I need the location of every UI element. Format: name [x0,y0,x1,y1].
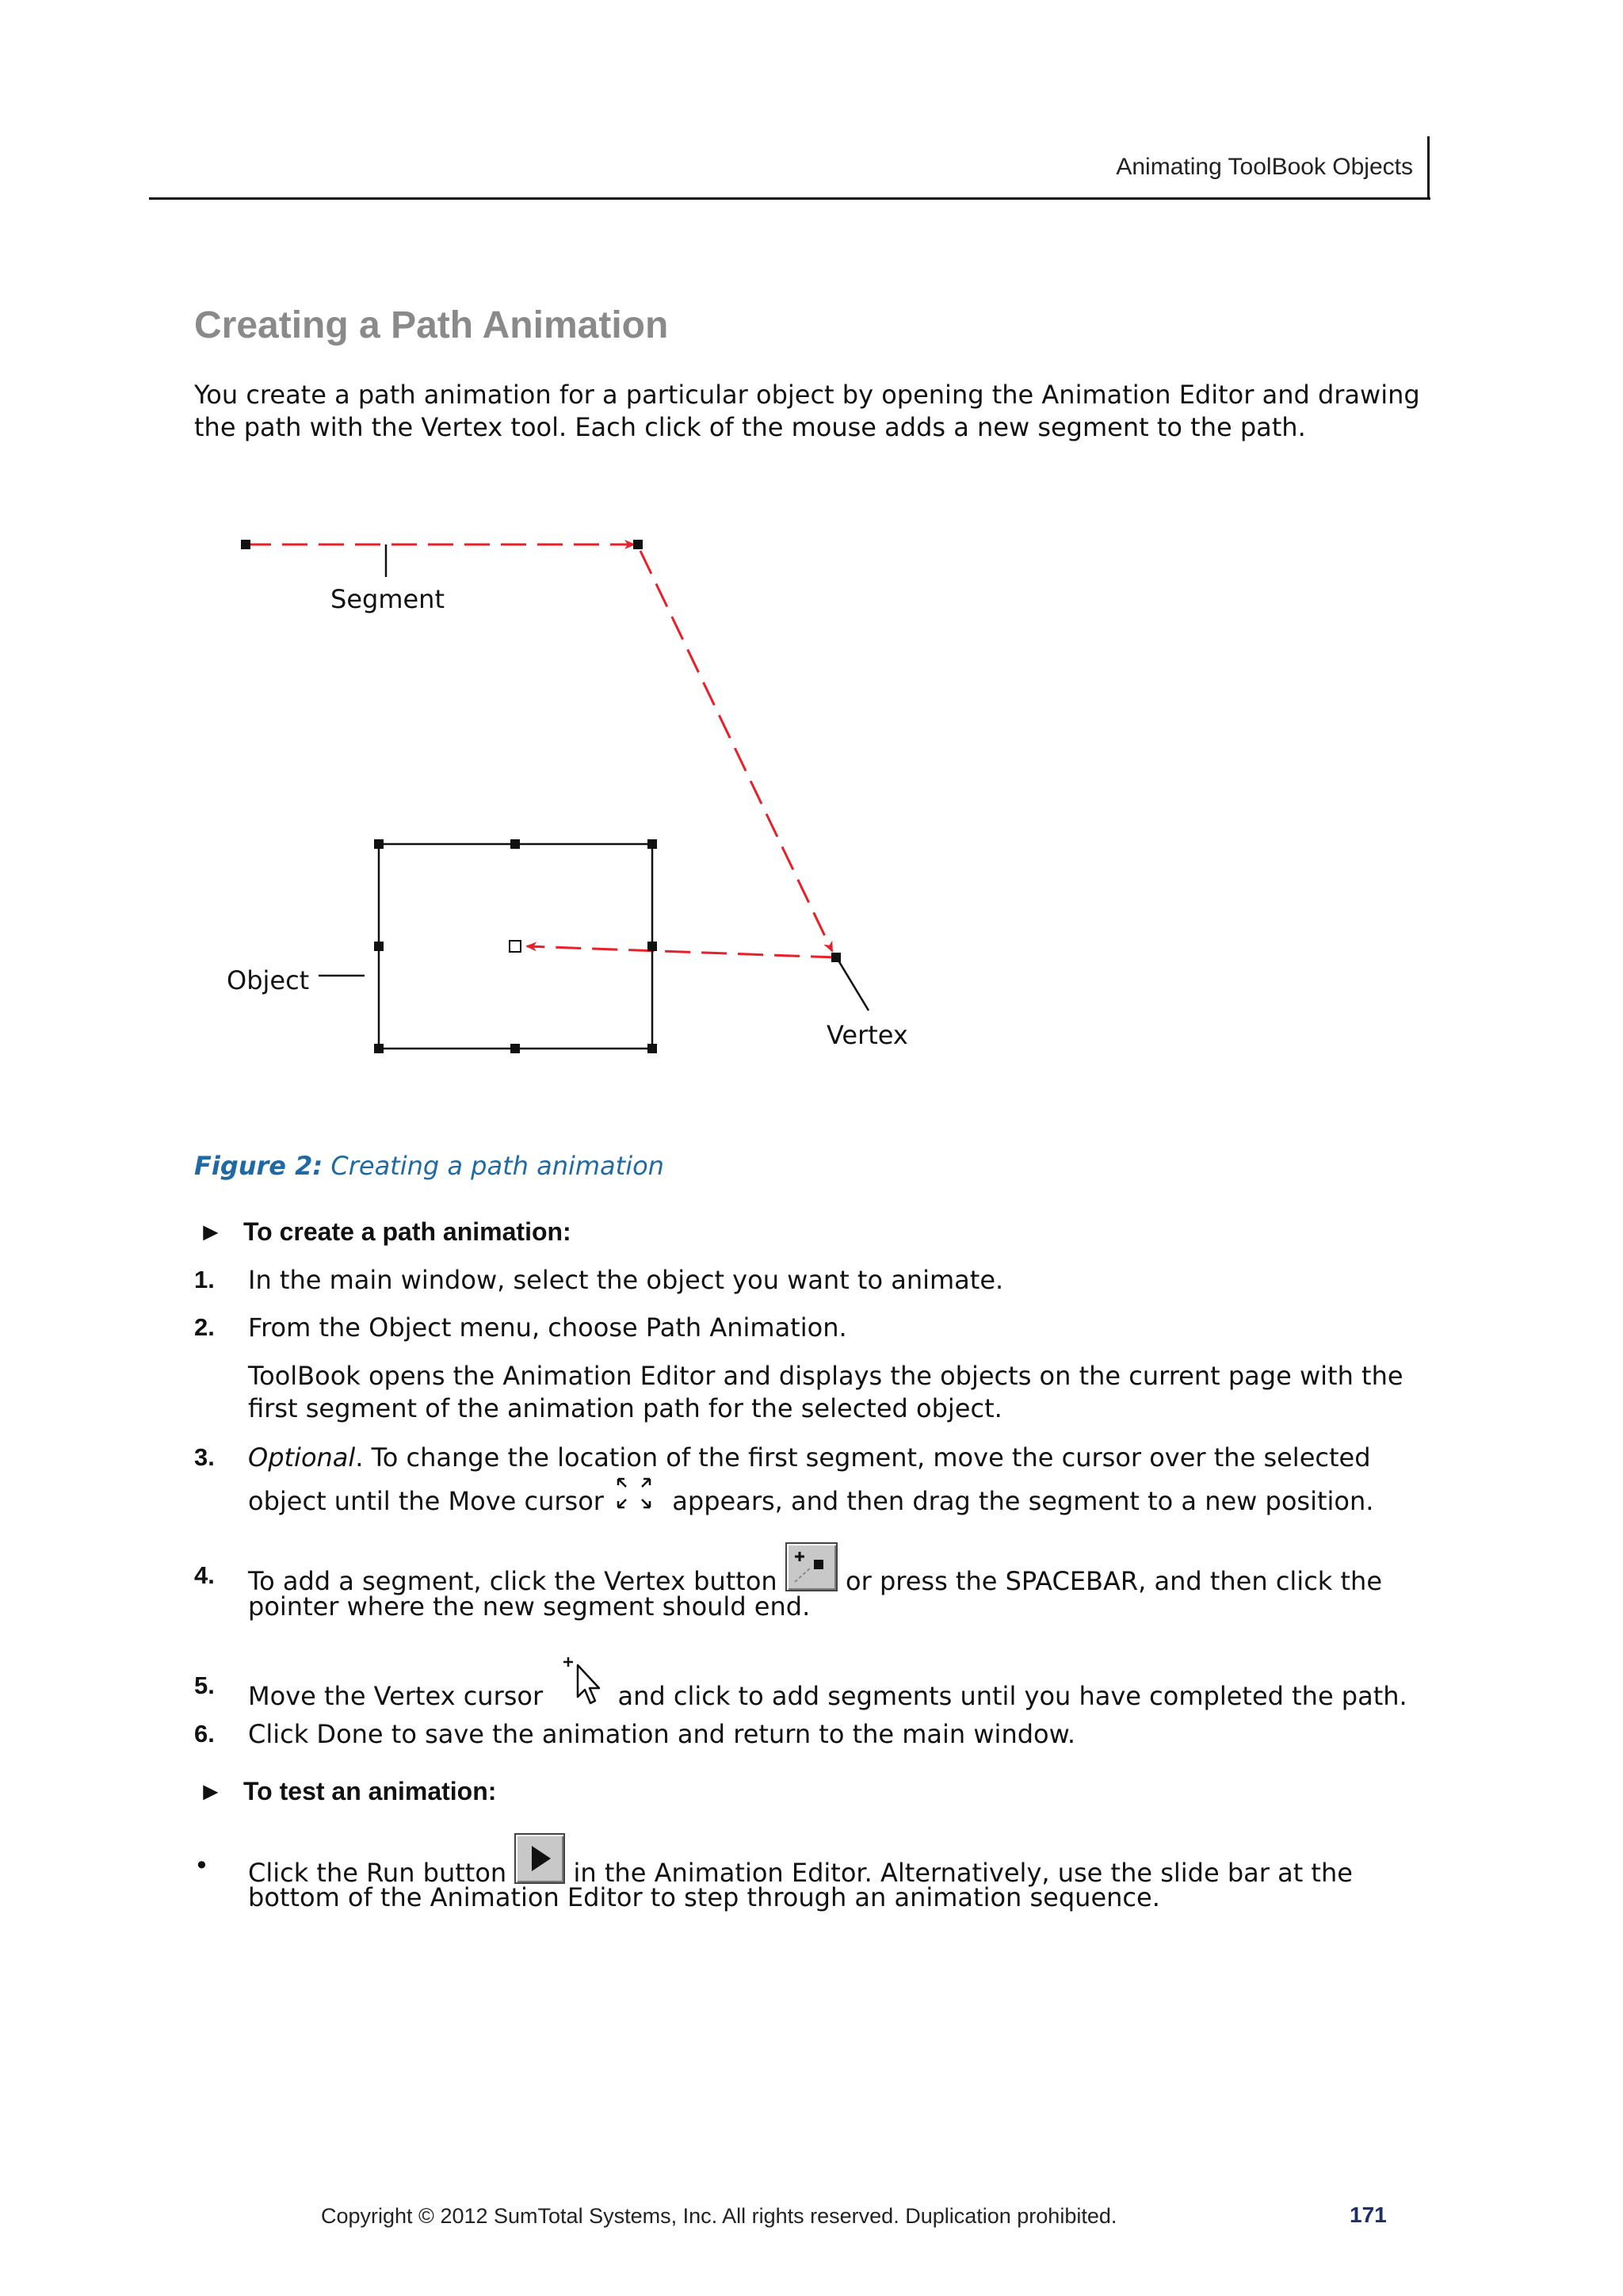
start-vertex-handle [241,540,250,549]
header-divider-vertical [1427,136,1430,198]
intro-line-2: the path with the Vertex tool. Each click of the mouse adds a new segment to the path. [194,412,1306,442]
run-button-icon[interactable] [514,1833,565,1884]
segment-label: Segment [330,584,445,614]
step-4-number: 4. [194,1561,215,1589]
step-3-text-a: . To change the location of the first segment, move the cursor over the selected [355,1442,1371,1473]
step-4-text-c: pointer where the new segment should end. [248,1591,811,1622]
vertex-cursor-icon [560,1654,605,1710]
step-2-text: From the Object menu, choose Path Animation. [248,1312,847,1343]
step-1-text: In the main window, select the object you want to animate. [248,1265,1004,1295]
procedure-heading-test [198,1777,496,1806]
step-5-text-b: and click to add segments until you have completed the path. [617,1681,1407,1711]
step-3-optional: Optional [248,1442,356,1473]
procedure-heading-create [198,1217,571,1247]
path-animation-figure [190,507,951,1141]
step-2-note-line-2: first segment of the animation path for the selected object. [248,1393,1002,1423]
copyright-footer: Copyright © 2012 SumTotal Systems, Inc. All rights reserved. Duplication prohibited. [321,2204,1117,2228]
move-cursor-icon [615,1476,653,1511]
header-divider [149,197,1430,200]
step-2-note-line-1: ToolBook opens the Animation Editor and displays the objects on the current page with the [248,1361,1403,1391]
procedure-marker-icon: ► [198,1777,223,1805]
vertex-label: Vertex [827,1020,908,1050]
step-3-text-b: object until the Move cursor [248,1486,604,1516]
step-5-number: 5. [194,1671,215,1699]
page-number: 171 [1350,2202,1387,2227]
step-3-text-c: appears, and then drag the segment to a new position. [672,1486,1374,1516]
object-label: Object [227,965,310,995]
path-segment-3 [527,946,836,957]
test-step-text-b: in the Animation Editor. Alternatively, use the slide bar at the [573,1858,1353,1888]
procedure-marker-icon: ► [198,1217,223,1246]
path-segment-2 [640,551,832,951]
step-6-number: 6. [194,1720,215,1748]
section-title: Creating a Path Animation [194,304,669,346]
intro-paragraph [194,379,1420,444]
vertex-button-icon[interactable] [785,1542,838,1591]
step-4-text-a: To add a segment, click the Vertex button [248,1566,777,1596]
step-5-text-a: Move the Vertex cursor [248,1681,544,1711]
figure-caption-prefix: Figure 2: [194,1151,323,1181]
vertex-handle-1 [633,540,643,549]
step-3-number: 3. [194,1443,215,1471]
vertex-callout-line [838,961,869,1010]
procedure-heading-create-text: To create a path animation: [243,1217,571,1246]
figure-caption [194,1151,664,1181]
step-5-line [248,1670,1421,1725]
step-4-text-b: or press the SPACEBAR, and then click the [846,1566,1382,1596]
intro-line-1: You create a path animation for a particular object by opening the Animation Editor and drawing [194,380,1420,410]
bullet-icon: • [194,1851,209,1881]
step-3-line-1 [248,1442,1421,1474]
step-1-number: 1. [194,1266,215,1293]
test-step-text-a: Click the Run button [248,1858,507,1888]
step-6-text: Click Done to save the animation and return to the main window. [248,1719,1076,1749]
object-center-handle [510,941,521,952]
test-step-text-c: bottom of the Animation Editor to step through an animation sequence. [248,1882,1160,1912]
step-2-number: 2. [194,1313,215,1341]
figure-caption-text: Creating a path animation [330,1151,664,1181]
procedure-heading-test-text: To test an animation: [243,1777,497,1805]
step-3-line-2 [248,1485,1421,1520]
step-2-note [248,1360,1421,1425]
running-header: Animating ToolBook Objects [1116,154,1413,180]
